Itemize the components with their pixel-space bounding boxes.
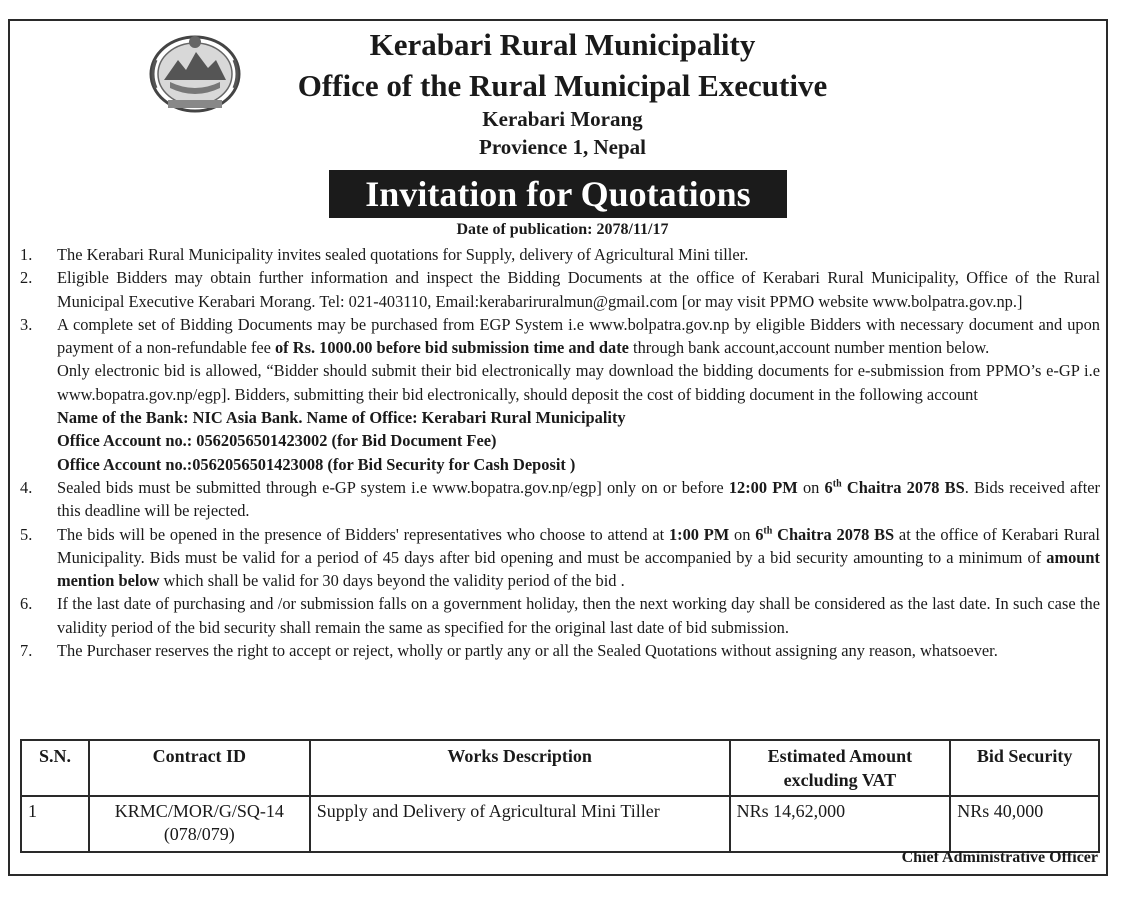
item-number: 5. xyxy=(20,524,33,544)
item-number: 7. xyxy=(20,641,33,661)
item-number: 1. xyxy=(20,245,33,264)
item-text: . Bids received after this deadline will be rejected. xyxy=(57,477,1100,521)
amount-emphasis: amount mention below xyxy=(57,547,1100,591)
ordinal-suffix: th xyxy=(763,525,773,537)
item-text: If the last date of purchasing and /or submission falls on a government holiday, then the next working day shall be considered as the last date. In such case the validity period of the bid security shall remain the same as specified for the original last date of bid submission. xyxy=(57,594,1100,637)
item-text: The Kerabari Rural Municipality invites sealed quotations for Supply, delivery of Agricultural Mini tiller. xyxy=(57,245,749,264)
notice-item-3 xyxy=(20,313,1100,360)
item-text: through bank account,account number mention below. xyxy=(628,338,990,358)
quotation-table xyxy=(20,739,1100,853)
notice-item-1 xyxy=(20,243,1100,266)
province-line: Provience 1, Nepal xyxy=(479,135,646,159)
column-header-sn: S.N. xyxy=(21,740,89,796)
notice-item-5 xyxy=(20,523,1100,593)
notice-item-4 xyxy=(20,476,1100,523)
notice-title-banner: Invitation for Quotations xyxy=(329,170,787,218)
item-text: The Purchaser reserves the right to accept or reject, wholly or partly any or all the Sealed Quotations without assigning any reason, whatsoever. xyxy=(57,641,998,661)
fee-emphasis: of Rs. 1000.00 before bid submission time and date xyxy=(274,338,629,358)
item-text: on xyxy=(729,524,756,544)
municipality-name: Kerabari Rural Municipality xyxy=(369,27,756,62)
cell-estimated-amount: NRs 14,62,000 xyxy=(730,796,951,852)
item-number: 3. xyxy=(20,314,33,334)
publication-date: Date of publication: 2078/11/17 xyxy=(456,221,669,238)
opening-month: Chaitra 2078 BS xyxy=(772,524,895,544)
bank-name-line: Name of the Bank: NIC Asia Bank. Name of Office: Kerabari Rural Municipality xyxy=(57,408,626,428)
opening-day: 6 xyxy=(755,524,764,544)
signatory-title: Chief Administrative Officer xyxy=(901,849,1098,866)
item-text: Eligible Bidders may obtain further information and inspect the Bidding Documents at the office of Kerabari Rural Municipality, Office of the Rural Municipal Executive Kerabari Morang. Tel: 021-403110, Email:kerabariruralmun@gmail.com [or may visit PPMO website www.bolpatra.gov.np.] xyxy=(57,268,1100,311)
column-header-contract-id: Contract ID xyxy=(89,740,310,796)
item-text: which shall be valid for 30 days beyond the validity period of the bid . xyxy=(159,571,625,591)
item-number: 6. xyxy=(20,594,33,614)
item-text: at the office of Kerabari Rural Municipality. Bids must be valid for a period of 45 days after bid opening and must be accompanied by a bid security amounting to a minimum of xyxy=(57,524,1100,567)
item-number: 2. xyxy=(20,268,33,288)
deadline-day: 6 xyxy=(824,477,833,497)
table-row xyxy=(21,796,1099,852)
notice-body xyxy=(20,243,1100,662)
deadline-time: 12:00 PM xyxy=(728,477,798,497)
account-fee-line: Office Account no.: 0562056501423002 (for Bid Document Fee) xyxy=(57,431,497,451)
electronic-bid-paragraph: Only electronic bid is allowed, “Bidder should submit their bid electronically may download the bidding documents for e-submission from PPMO’s e-GP i.e www.bopatra.gov.np/egp]. Bidders, submitting their bid electronically, should deposit the cost of bidding document in the following account xyxy=(57,361,1100,404)
item-text: Sealed bids must be submitted through e-GP system i.e www.bopatra.gov.np/egp] only on or before xyxy=(57,477,729,497)
table-header-row xyxy=(21,740,1099,796)
cell-works-description: Supply and Delivery of Agricultural Mini Tiller xyxy=(310,796,730,852)
column-header-estimated-amount: Estimated Amount excluding VAT xyxy=(730,740,951,796)
column-header-bid-security: Bid Security xyxy=(950,740,1099,796)
item-number: 4. xyxy=(20,477,33,497)
notice-item-6 xyxy=(20,592,1100,639)
deadline-month: Chaitra 2078 BS xyxy=(841,477,965,497)
office-name: Office of the Rural Municipal Executive xyxy=(297,68,828,103)
opening-time: 1:00 PM xyxy=(668,524,730,544)
cell-contract-id: KRMC/MOR/G/SQ-14 (078/079) xyxy=(89,796,310,852)
account-security-line: Office Account no.:0562056501423008 (for Bid Security for Cash Deposit ) xyxy=(57,454,576,474)
ordinal-suffix: th xyxy=(832,478,842,490)
notice-item-2 xyxy=(20,266,1100,313)
item-text: A complete set of Bidding Documents may be purchased from EGP System i.e www.bolpatra.gov.np by eligible Bidders with necessary document and upon payment of a non-refundable fee xyxy=(57,314,1100,358)
item-text: The bids will be opened in the presence of Bidders' representatives who choose to attend at xyxy=(57,524,669,544)
cell-sn: 1 xyxy=(21,796,89,852)
cell-bid-security: NRs 40,000 xyxy=(950,796,1099,852)
column-header-works-description: Works Description xyxy=(310,740,730,796)
location-line: Kerabari Morang xyxy=(482,107,643,131)
notice-item-7 xyxy=(20,639,1100,662)
item-text: on xyxy=(797,477,825,497)
